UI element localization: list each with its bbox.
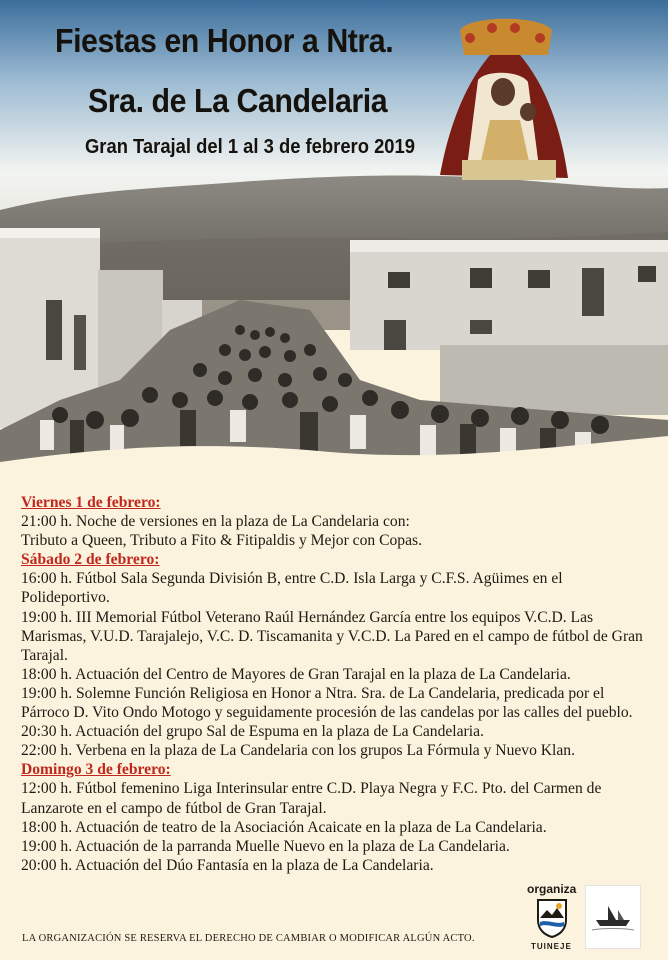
event-item: 22:00 h. Verbena en la plaza de La Candelaria con los grupos La Fórmula y Nuevo Klan. (21, 742, 575, 760)
event-item: Tributo a Queen, Tributo a Fito & Fitipaldis y Mejor con Copas. (21, 532, 422, 550)
event-item: 18:00 h. Actuación de teatro de la Asociación Acaicate en la plaza de La Candelaria. (21, 818, 547, 836)
partner-logo-box (585, 885, 641, 949)
day-heading-sabado: Sábado 2 de febrero: (21, 551, 160, 569)
event-item: 16:00 h. Fútbol Sala Segunda División B, entre C.D. Isla Larga y C.F.S. Agüimes en el Polideportivo. (21, 570, 563, 607)
event-item: 19:00 h. Actuación de la parranda Muelle Nuevo en la plaza de La Candelaria. (21, 837, 510, 855)
disclaimer-text: LA ORGANIZACIÓN SE RESERVA EL DERECHO DE CAMBIAR O MODIFICAR ALGÚN ACTO. (22, 933, 475, 944)
organiza-label: organiza (527, 882, 577, 896)
program-schedule (21, 493, 651, 875)
event-item: 20:00 h. Actuación del Dúo Fantasía en la plaza de La Candelaria. (21, 856, 434, 874)
event-item: 19:00 h. Solemne Función Religiosa en Honor a Ntra. Sra. de La Candelaria, predicada por el Párroco D. Vito Ondo Motogo y seguidamente procesión de las candelas por las calles del pueblo. (21, 684, 633, 722)
event-item: 12:00 h. Fútbol femenino Liga Interinsular entre C.D. Playa Negra y F.C. Pto. del Carmen de Lanzarote en el campo de fútbol de Gran Tarajal. (21, 780, 602, 817)
ship-logo-icon (586, 886, 640, 948)
day-heading-viernes: Viernes 1 de febrero: (21, 494, 161, 511)
event-item: 21:00 h. Noche de versiones en la plaza de La Candelaria con: (21, 513, 410, 531)
event-item: 18:00 h. Actuación del Centro de Mayores de Gran Tarajal en la plaza de La Candelaria. (21, 665, 571, 683)
day-heading-domingo: Domingo 3 de febrero: (21, 761, 171, 779)
event-item: 20:30 h. Actuación del grupo Sal de Espuma en la plaza de La Candelaria. (21, 723, 484, 741)
poster-title-line-1: Fiestas en Honor a Ntra. (55, 22, 394, 59)
tuineje-logo-text: TUINEJE (531, 942, 572, 951)
poster-title-line-2: Sra. de La Candelaria (88, 82, 388, 119)
tuineje-shield-logo (535, 898, 569, 938)
poster-subtitle: Gran Tarajal del 1 al 3 de febrero 2019 (85, 136, 416, 158)
event-item: 19:00 h. III Memorial Fútbol Veterano Raúl Hernández García entre los equipos V.C.D. Las Marismas, V.U.D. Tarajalejo, V.C. D. Tiscamanita y V.C.D. La Pared en el campo de fútbol de Gran Tarajal. (21, 608, 643, 664)
